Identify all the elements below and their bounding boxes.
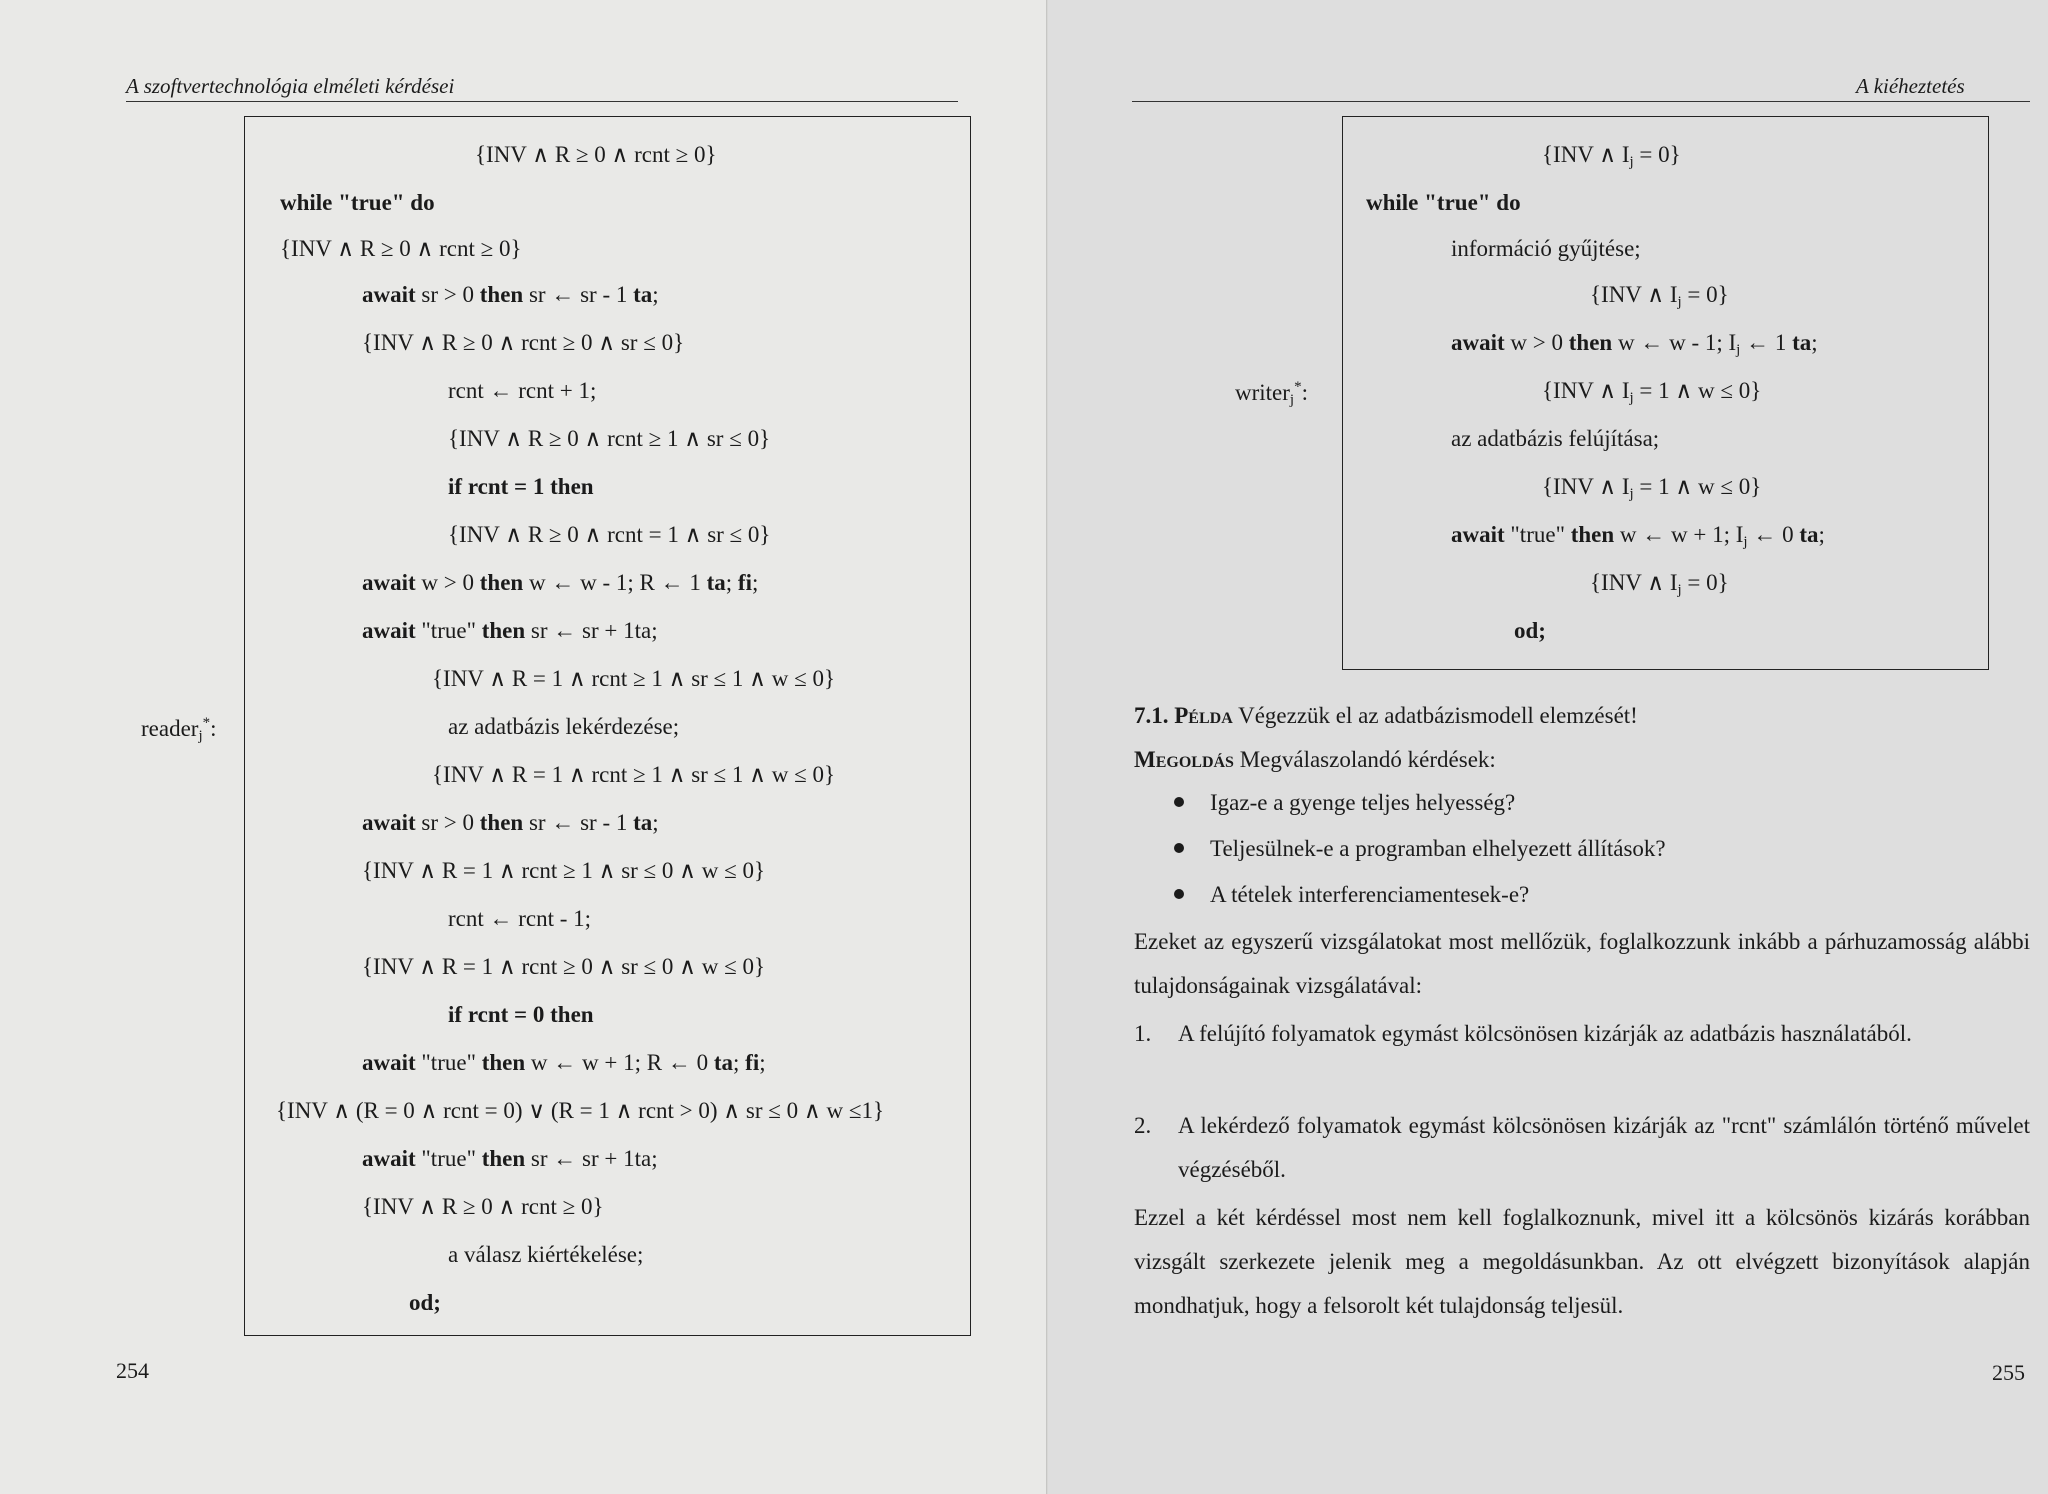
code-line: await w > 0 then w ← w - 1; $I_j$ ← 1 ta; bbox=[1451, 330, 1818, 358]
code-line: az adatbázis felújítása; bbox=[1451, 426, 1660, 451]
code-line: {INV ∧ $I_j = 0$} bbox=[1542, 142, 1681, 170]
paragraph: Ezzel a két kérdéssel most nem kell foglalkoznunk, mivel itt a kölcsönös kizárás korábban vizsgált szerkezete jelenik meg a megoldásunkban. Az ott elvégzett bizonyítások alapján mondhatjuk, hogy a felsorolt két tulajdonság teljesül. bbox=[1134, 1205, 2030, 1318]
code-line: {INV ∧ R ≥ 0 ∧ rcnt ≥ 0 ∧ sr ≤ 0} bbox=[362, 330, 685, 355]
code-line: rcnt ← rcnt - 1; bbox=[448, 906, 592, 931]
code-line: {INV ∧ $I_j = 0$} bbox=[1590, 282, 1729, 310]
code-line: while "true" do bbox=[1366, 190, 1521, 215]
page-number-right: 255 bbox=[1992, 1360, 2025, 1385]
code-line: {INV ∧ R ≥ 0 ∧ rcnt ≥ 0} bbox=[362, 1194, 604, 1219]
code-line: {INV ∧ $I_j = 1$ ∧ w ≤ 0} bbox=[1542, 474, 1762, 502]
numbered-item: 2. A lekérdező folyamatok egymást kölcsönösen kizárják az "rcnt" számlálón történő művelet végzéséből. bbox=[1134, 1113, 2030, 1182]
list-item: A tételek interferenciamentesek-e? bbox=[1174, 882, 1529, 908]
code-line: await "true" then w ← w + 1; $I_j$ ← 0 ta; bbox=[1451, 522, 1825, 550]
example-heading: 7.1. Példa Végezzük el az adatbázismodell elemzését! bbox=[1134, 703, 1638, 728]
right-page bbox=[1048, 0, 2048, 1494]
bullet-icon bbox=[1174, 797, 1184, 807]
bullet-icon bbox=[1174, 889, 1184, 899]
running-head-right: A kiéheztetés bbox=[1856, 74, 1965, 98]
code-line: od; bbox=[1514, 618, 1546, 643]
code-line: rcnt ← rcnt + 1; bbox=[448, 378, 597, 403]
code-line: {INV ∧ $I_j = 1$ ∧ w ≤ 0} bbox=[1542, 378, 1762, 406]
code-line: {INV ∧ R = 1 ∧ rcnt ≥ 1 ∧ sr ≤ 0 ∧ w ≤ 0} bbox=[362, 858, 766, 883]
code-line: await "true" then w ← w + 1; R ← 0 ta; fi; bbox=[362, 1050, 766, 1075]
code-line: információ gyűjtése; bbox=[1451, 236, 1641, 261]
numbered-item: 1. A felújító folyamatok egymást kölcsönösen kizárják az adatbázis használatából. bbox=[1134, 1021, 1912, 1046]
code-line: {INV ∧ R ≥ 0 ∧ rcnt ≥ 0} bbox=[280, 236, 522, 261]
list-item: Teljesülnek-e a programban elhelyezett állítások? bbox=[1174, 836, 1666, 862]
reader-process-label: reader$_j$*: bbox=[141, 715, 217, 744]
code-line: await sr > 0 then sr ← sr - 1 ta; bbox=[362, 282, 659, 307]
code-line: await sr > 0 then sr ← sr - 1 ta; bbox=[362, 810, 659, 835]
code-line: {INV ∧ $I_j = 0$} bbox=[1590, 570, 1729, 598]
solution-heading: Megoldás Megválaszolandó kérdések: bbox=[1134, 747, 1496, 772]
code-line: await "true" then sr ← sr + 1ta; bbox=[362, 618, 658, 643]
code-line: await w > 0 then w ← w - 1; R ← 1 ta; fi; bbox=[362, 570, 759, 595]
code-line: {INV ∧ R ≥ 0 ∧ rcnt ≥ 0} bbox=[475, 142, 717, 167]
code-line: await "true" then sr ← sr + 1ta; bbox=[362, 1146, 658, 1171]
code-line: {INV ∧ R ≥ 0 ∧ rcnt = 1 ∧ sr ≤ 0} bbox=[448, 522, 771, 547]
code-line: if rcnt = 0 then bbox=[448, 1002, 594, 1027]
code-line: od; bbox=[409, 1290, 441, 1315]
code-line: {INV ∧ R = 1 ∧ rcnt ≥ 1 ∧ sr ≤ 1 ∧ w ≤ 0} bbox=[432, 666, 836, 691]
header-rule-left bbox=[126, 101, 958, 102]
bullet-icon bbox=[1174, 843, 1184, 853]
code-line: {INV ∧ R ≥ 0 ∧ rcnt ≥ 1 ∧ sr ≤ 0} bbox=[448, 426, 771, 451]
running-head-left: A szoftvertechnológia elméleti kérdései bbox=[126, 74, 455, 98]
list-item: Igaz-e a gyenge teljes helyesség? bbox=[1174, 790, 1515, 816]
writer-process-label: writer$_j$*: bbox=[1235, 379, 1308, 408]
code-line: {INV ∧ (R = 0 ∧ rcnt = 0) ∨ (R = 1 ∧ rcnt > 0) ∧ sr ≤ 0 ∧ w ≤1} bbox=[276, 1098, 884, 1123]
code-line: az adatbázis lekérdezése; bbox=[448, 714, 680, 739]
code-line: while "true" do bbox=[280, 190, 435, 215]
code-line: {INV ∧ R = 1 ∧ rcnt ≥ 0 ∧ sr ≤ 0 ∧ w ≤ 0} bbox=[362, 954, 766, 979]
code-line: {INV ∧ R = 1 ∧ rcnt ≥ 1 ∧ sr ≤ 1 ∧ w ≤ 0} bbox=[432, 762, 836, 787]
code-line: if rcnt = 1 then bbox=[448, 474, 594, 499]
page-number-left: 254 bbox=[116, 1358, 149, 1383]
code-line: a válasz kiértékelése; bbox=[448, 1242, 644, 1267]
paragraph: Ezeket az egyszerű vizsgálatokat most mellőzük, foglalkozzunk inkább a párhuzamosság alábbi tulajdonságainak vizsgálatával: bbox=[1134, 929, 2030, 998]
header-rule-right bbox=[1132, 101, 2030, 102]
